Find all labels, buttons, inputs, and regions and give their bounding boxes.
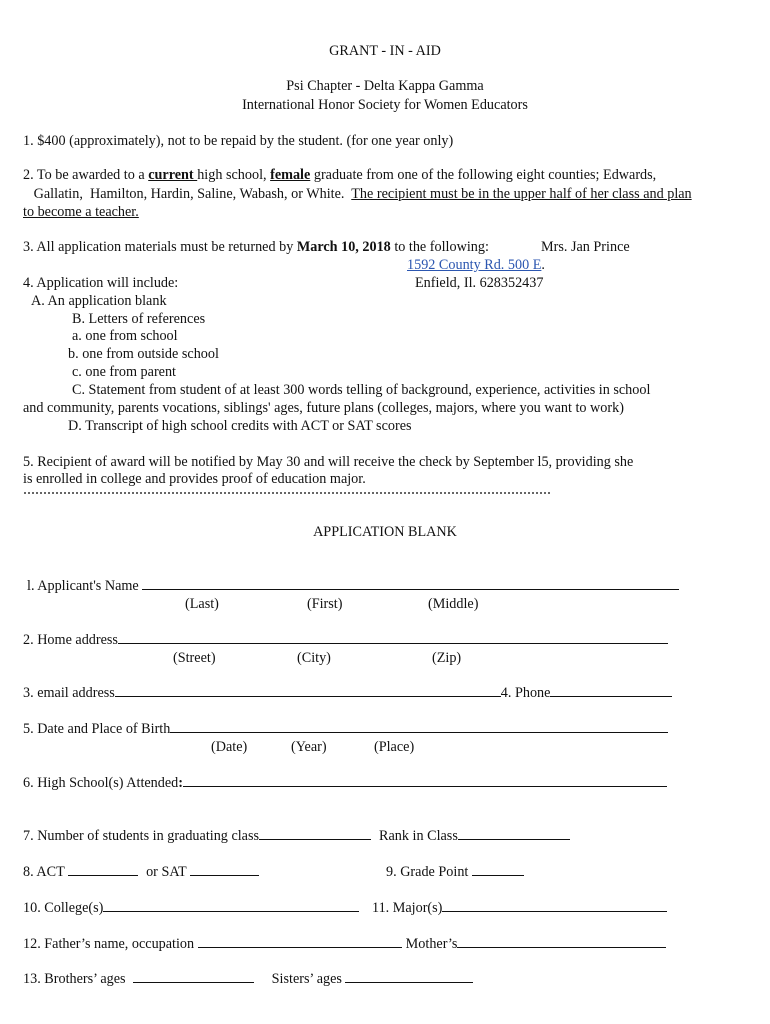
include-application: A. An application blank — [31, 293, 167, 309]
include-transcript: D. Transcript of high school credits with ACT or SAT scores — [68, 418, 412, 434]
major-label: 11. Major(s) — [372, 900, 443, 916]
current-emphasis: current — [148, 167, 198, 183]
sisters-label: Sisters’ ages — [271, 971, 346, 987]
term-eligibility — [23, 166, 656, 184]
applicant-name-row — [27, 577, 679, 595]
high-school-colon: : — [178, 775, 183, 791]
upper-half-requirement: The recipient must be in the upper half of her class and plan — [351, 186, 692, 202]
siblings-row — [23, 970, 473, 988]
major-row — [372, 899, 667, 917]
term-includes: 4. Application will include: — [23, 275, 179, 291]
act-field[interactable] — [68, 863, 138, 876]
birth-label: 5. Date and Place of Birth — [23, 721, 171, 737]
reference-parent: c. one from parent — [72, 364, 176, 380]
address-street-hint: (Street) — [173, 650, 216, 666]
gpa-field[interactable] — [472, 863, 524, 876]
high-school-row — [23, 774, 667, 792]
sat-field[interactable] — [190, 863, 259, 876]
email-row — [23, 684, 672, 702]
scores-row — [23, 863, 259, 881]
gpa-label: 9. Grade Point — [386, 864, 472, 880]
name-middle-hint: (Middle) — [428, 596, 479, 612]
name-last-hint: (Last) — [185, 596, 219, 612]
application-title: APPLICATION BLANK — [313, 524, 457, 540]
deadline-text: 3. All application materials must be returned by — [23, 239, 297, 255]
birth-row — [23, 720, 668, 738]
term-award-amount: 1. $400 (approximately), not to be repaid by the student. (for one year only) — [23, 133, 454, 149]
female-emphasis: female — [270, 167, 311, 183]
email-label: 3. email address — [23, 685, 115, 701]
term-notification-cont: is enrolled in college and provides proof of education major. — [23, 471, 366, 487]
parents-row — [23, 935, 666, 953]
email-field[interactable] — [115, 684, 501, 697]
deadline-date: March 10, 2018 — [296, 239, 391, 255]
contact-street: 1592 County Rd. 500 E. — [407, 257, 545, 273]
high-school-label: 6. High School(s) Attended — [23, 775, 179, 791]
brothers-label: 13. Brothers’ ages — [23, 971, 133, 987]
rank-label: Rank in Class — [379, 828, 458, 844]
phone-field[interactable] — [550, 684, 672, 697]
deadline-text: to the following: — [390, 239, 489, 255]
contact-street-link[interactable]: 1592 County Rd. 500 E — [407, 257, 542, 273]
teacher-requirement: to become a teacher. — [23, 204, 139, 220]
father-field[interactable] — [198, 935, 402, 948]
document-title: GRANT - IN - AID — [329, 43, 441, 59]
term-notification: 5. Recipient of award will be notified by May 30 and will receive the check by September l5, providing she — [23, 454, 634, 470]
counties-text: Gallatin, Hamilton, Hardin, Saline, Wabash, or White. — [23, 186, 352, 202]
contact-name: Mrs. Jan Prince — [541, 239, 630, 255]
society-name: International Honor Society for Women Educators — [242, 97, 528, 113]
high-school-field[interactable] — [183, 774, 667, 787]
home-address-row — [23, 631, 668, 649]
father-label: 12. Father’s name, occupation — [23, 936, 198, 952]
applicant-name-field[interactable] — [142, 577, 679, 590]
home-address-field[interactable] — [118, 631, 668, 644]
sisters-field[interactable] — [345, 970, 473, 983]
term-eligibility-counties — [23, 185, 692, 203]
college-field[interactable] — [103, 899, 359, 912]
contact-city: Enfield, Il. 628352437 — [415, 275, 544, 291]
college-label: 10. College(s) — [23, 900, 104, 916]
include-statement: C. Statement from student of at least 300 words telling of background, experience, activities in school — [72, 382, 651, 398]
birth-place-hint: (Place) — [374, 739, 415, 755]
term-deadline — [23, 238, 489, 256]
birth-field[interactable] — [170, 720, 668, 733]
term-eligibility-text: high school, — [197, 167, 271, 183]
mother-field[interactable] — [457, 935, 666, 948]
include-statement-cont: and community, parents vocations, siblings' ages, future plans (colleges, majors, where you want to work) — [23, 400, 624, 416]
brothers-field[interactable] — [133, 970, 254, 983]
home-address-label: 2. Home address — [23, 632, 118, 648]
class-row — [23, 827, 570, 845]
chapter-name: Psi Chapter - Delta Kappa Gamma — [286, 78, 484, 94]
term-eligibility-text: 2. To be awarded to a — [23, 167, 149, 183]
dotted-separator — [23, 489, 551, 497]
mother-label: Mother’s — [405, 936, 458, 952]
address-zip-hint: (Zip) — [432, 650, 462, 666]
class-size-label: 7. Number of students in graduating class — [23, 828, 260, 844]
include-references: B. Letters of references — [72, 311, 206, 327]
major-field[interactable] — [442, 899, 667, 912]
birth-date-hint: (Date) — [211, 739, 248, 755]
gpa-row — [386, 863, 524, 881]
birth-year-hint: (Year) — [291, 739, 327, 755]
class-size-field[interactable] — [259, 827, 371, 840]
name-first-hint: (First) — [307, 596, 343, 612]
reference-school: a. one from school — [72, 328, 178, 344]
reference-outside: b. one from outside school — [68, 346, 219, 362]
term-eligibility-text: graduate from one of the following eight counties; Edwards, — [310, 167, 657, 183]
rank-field[interactable] — [458, 827, 570, 840]
act-label: 8. ACT — [23, 864, 69, 880]
phone-label: 4. Phone — [500, 685, 551, 701]
college-row — [23, 899, 359, 917]
applicant-name-label: l. Applicant's Name — [27, 578, 143, 594]
sat-label: or SAT — [146, 864, 190, 880]
address-city-hint: (City) — [297, 650, 331, 666]
